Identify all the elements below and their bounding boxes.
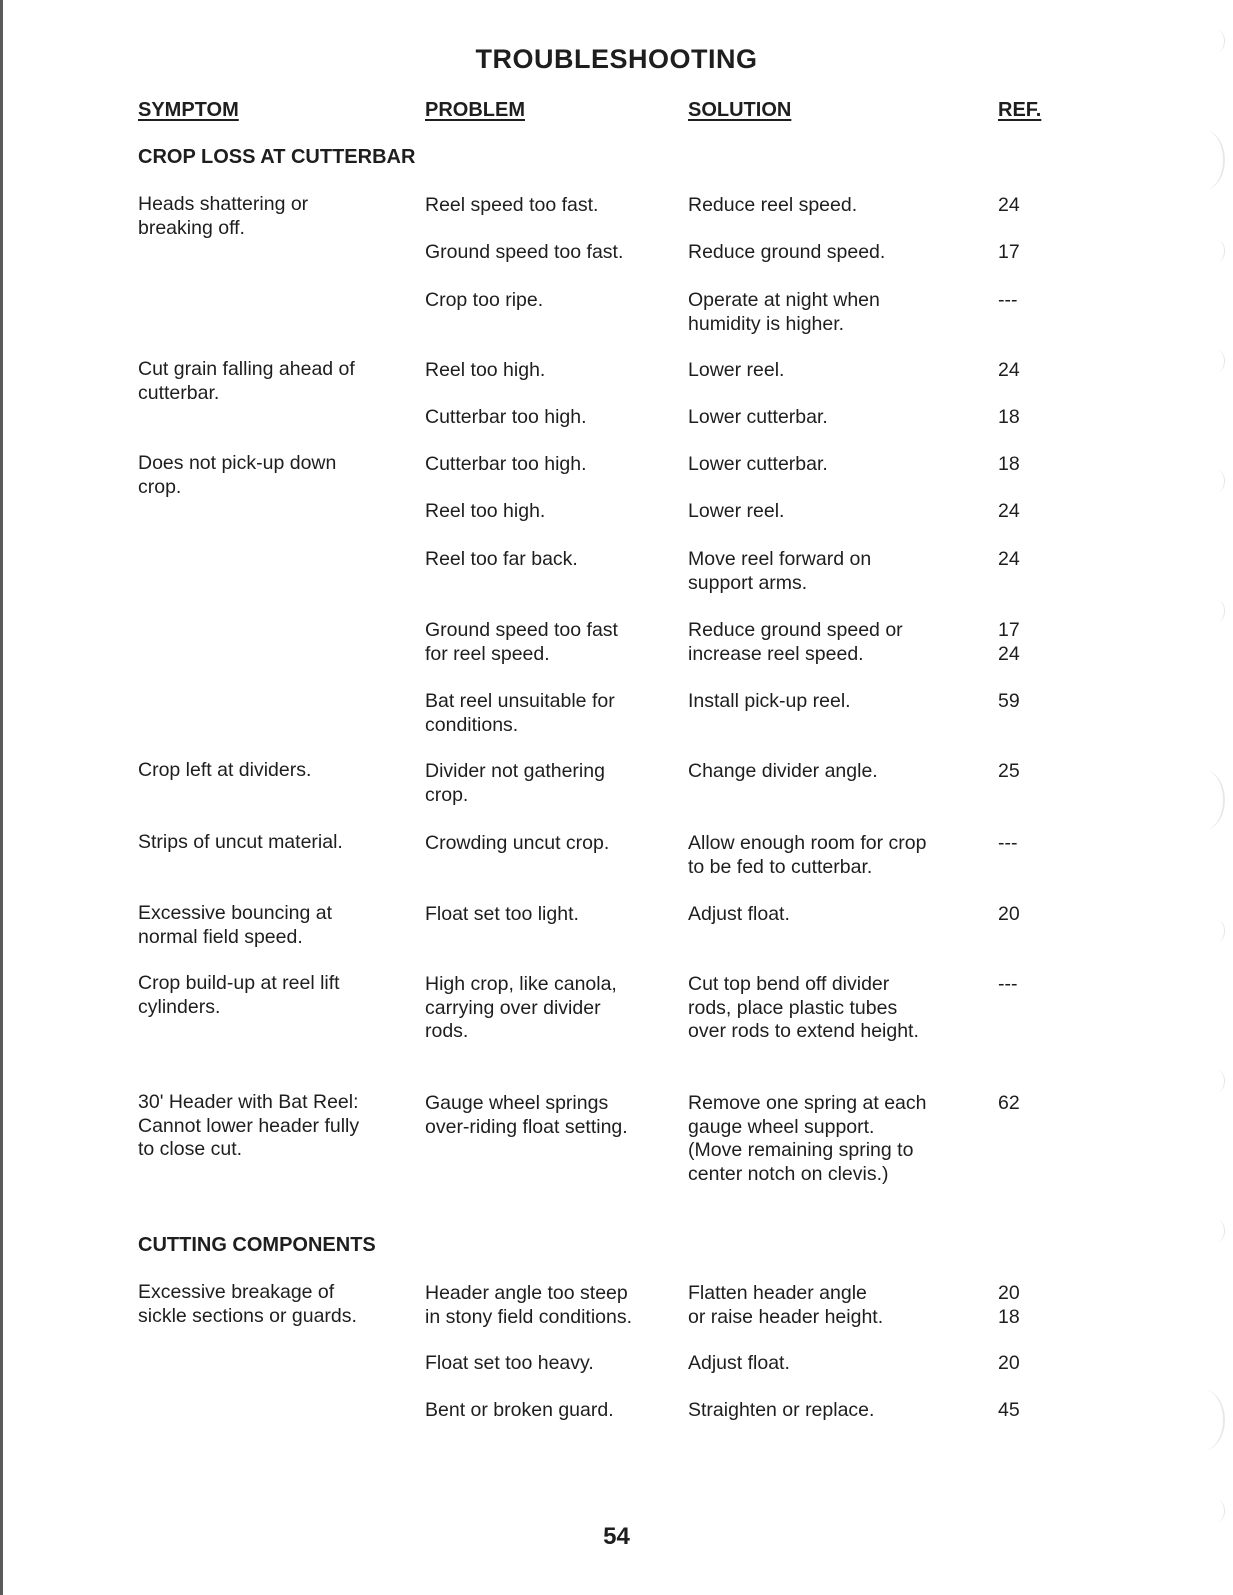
page-edge xyxy=(0,0,3,1595)
ref-cell: 20 18 xyxy=(998,1282,1020,1328)
ref-cell: 59 xyxy=(998,690,1020,712)
symptom-cell: Heads shattering or breaking off. xyxy=(138,193,309,239)
header-solution: SOLUTION xyxy=(688,99,792,121)
ref-cell: 24 xyxy=(998,548,1020,570)
problem-cell: High crop, like canola, carrying over divider rods. xyxy=(425,973,617,1042)
ref-cell: 18 xyxy=(998,406,1020,428)
ref-cell: 18 xyxy=(998,453,1020,475)
header-ref: REF. xyxy=(998,99,1042,121)
binding-hole xyxy=(1210,920,1225,942)
problem-cell: Reel too far back. xyxy=(425,548,578,570)
ref-cell: 24 xyxy=(998,194,1020,216)
ref-cell: 20 xyxy=(998,1352,1020,1374)
ref-cell: 24 xyxy=(998,500,1020,522)
ref-cell: 45 xyxy=(998,1399,1020,1421)
problem-cell: Crop too ripe. xyxy=(425,289,544,311)
solution-cell: Adjust float. xyxy=(688,1352,790,1374)
problem-cell: Divider not gathering crop. xyxy=(425,760,605,806)
solution-cell: Move reel forward on support arms. xyxy=(688,548,872,594)
section-cutting-components: CUTTING COMPONENTS xyxy=(138,1234,376,1256)
ref-cell: --- xyxy=(998,832,1018,854)
ref-cell: 25 xyxy=(998,760,1020,782)
solution-cell: Allow enough room for crop to be fed to cutterbar. xyxy=(688,832,927,878)
problem-cell: Cutterbar too high. xyxy=(425,453,587,475)
problem-cell: Gauge wheel springs over-riding float setting. xyxy=(425,1092,628,1138)
solution-cell: Install pick-up reel. xyxy=(688,690,851,712)
binding-hole xyxy=(1210,1500,1225,1522)
problem-cell: Header angle too steep in stony field conditions. xyxy=(425,1282,633,1328)
solution-cell: Operate at night when humidity is higher. xyxy=(688,289,880,335)
solution-cell: Straighten or replace. xyxy=(688,1399,875,1421)
symptom-cell: Does not pick-up down crop. xyxy=(138,452,337,498)
symptom-cell: Excessive bouncing at normal field speed. xyxy=(138,902,333,948)
header-problem: PROBLEM xyxy=(425,99,525,121)
problem-cell: Reel speed too fast. xyxy=(425,194,599,216)
problem-cell: Float set too light. xyxy=(425,903,579,925)
page-title: TROUBLESHOOTING xyxy=(475,44,758,74)
binding-hole xyxy=(1210,1070,1225,1092)
solution-cell: Reduce ground speed. xyxy=(688,241,886,263)
problem-cell: Bent or broken guard. xyxy=(425,1399,614,1421)
ref-cell: 62 xyxy=(998,1092,1020,1114)
problem-cell: Reel too high. xyxy=(425,500,546,522)
symptom-cell: Strips of uncut material. xyxy=(138,831,343,853)
problem-cell: Reel too high. xyxy=(425,359,546,381)
problem-cell: Ground speed too fast for reel speed. xyxy=(425,619,618,665)
problem-cell: Ground speed too fast. xyxy=(425,241,624,263)
ref-cell: --- xyxy=(998,973,1018,995)
binding-hole xyxy=(1210,470,1225,492)
problem-cell: Bat reel unsuitable for conditions. xyxy=(425,690,615,736)
section-crop-loss: CROP LOSS AT CUTTERBAR xyxy=(138,146,416,168)
solution-cell: Reduce ground speed or increase reel speed. xyxy=(688,619,903,665)
symptom-cell: Crop left at dividers. xyxy=(138,759,312,781)
solution-cell: Lower cutterbar. xyxy=(688,453,828,475)
page-number: 54 xyxy=(603,1523,630,1550)
problem-cell: Float set too heavy. xyxy=(425,1352,594,1374)
solution-cell: Flatten header angle or raise header height. xyxy=(688,1282,884,1328)
ref-cell: 20 xyxy=(998,903,1020,925)
binding-hole xyxy=(1183,130,1225,190)
header-symptom: SYMPTOM xyxy=(138,99,239,121)
ref-cell: 17 24 xyxy=(998,619,1020,665)
symptom-cell: Cut grain falling ahead of cutterbar. xyxy=(138,358,355,404)
binding-hole xyxy=(1210,1220,1225,1242)
ref-cell: 24 xyxy=(998,359,1020,381)
solution-cell: Lower reel. xyxy=(688,359,785,381)
ref-cell: 17 xyxy=(998,241,1020,263)
binding-hole xyxy=(1210,600,1225,622)
binding-hole xyxy=(1183,770,1225,830)
symptom-cell: 30' Header with Bat Reel: Cannot lower header fully to close cut. xyxy=(138,1091,360,1160)
binding-hole xyxy=(1183,1390,1225,1450)
ref-cell: --- xyxy=(998,289,1018,311)
binding-hole xyxy=(1210,240,1225,262)
binding-hole xyxy=(1210,350,1225,372)
problem-cell: Cutterbar too high. xyxy=(425,406,587,428)
symptom-cell: Excessive breakage of sickle sections or guards. xyxy=(138,1281,357,1327)
solution-cell: Lower cutterbar. xyxy=(688,406,828,428)
solution-cell: Adjust float. xyxy=(688,903,790,925)
solution-cell: Change divider angle. xyxy=(688,760,878,782)
solution-cell: Lower reel. xyxy=(688,500,785,522)
binding-holes xyxy=(1195,20,1225,1560)
solution-cell: Reduce reel speed. xyxy=(688,194,858,216)
solution-cell: Cut top bend off divider rods, place plastic tubes over rods to extend height. xyxy=(688,973,919,1042)
symptom-cell: Crop build-up at reel lift cylinders. xyxy=(138,972,340,1018)
solution-cell: Remove one spring at each gauge wheel support. (Move remaining spring to center notch on clevis.) xyxy=(688,1092,927,1185)
problem-cell: Crowding uncut crop. xyxy=(425,832,610,854)
